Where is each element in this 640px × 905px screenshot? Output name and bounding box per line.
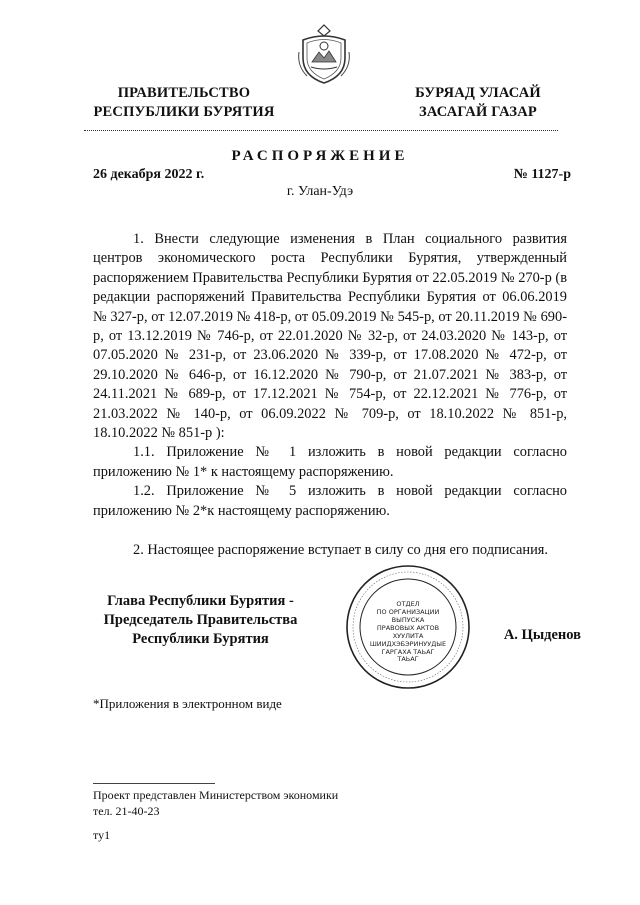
footer-prepared-by: Проект представлен Министерством экономики (93, 788, 339, 802)
position-line2: Председатель Правительства (103, 612, 298, 628)
stamp-line1: ОТДЕЛ (396, 600, 420, 608)
stamp-line5: ХУУЛИТА (392, 632, 424, 640)
header-left-line2: РЕСПУБЛИКИ БУРЯТИЯ (93, 104, 275, 120)
stamp-line2: ПО ОРГАНИЗАЦИИ (376, 608, 440, 616)
position-line3: Республики Бурятия (132, 631, 269, 647)
stamp-line6: ШИИДХЭБЭРИНУУДЫЕ (369, 640, 447, 648)
signatory-position (78, 592, 323, 649)
header-right-line2: ЗАСАГАЙ ГАЗАР (419, 104, 537, 120)
attachments-note: *Приложения в электронном виде (93, 696, 282, 711)
document-date: 26 декабря 2022 г. (93, 167, 205, 182)
stamp-line8: ТАЬАГ (397, 655, 419, 663)
footer-rule (93, 783, 215, 784)
official-stamp (343, 562, 473, 692)
header-divider (84, 130, 558, 131)
document-city: г. Улан-Удэ (286, 184, 354, 199)
paragraph-1: 1. Внести следующие изменения в План социального развития центров экономического роста Республики Бурятия, утвержденный распоряжением Правительства Республики Бурятия от 22.05.2019 № 270-р (в редакции распоряжений Правительства Республики Бурятия от 06.06.2019 № 327-р, от 12.07.2019 № 418-р, от 05.09.2019 № 545-р, от 20.11.2019 № 690-р, от 13.12.2019 № 746-р, от 22.01.2020 № 32-р, от 24.03.2020 № 143-р, от 07.05.2020 № 231-р, от 23.06.2020 № 339-р, от 17.08.2020 № 472-р, от 29.10.2020 № 646-р, от 16.12.2020 № 790-р, от 21.07.2021 № 383-р, от 24.11.2021 № 689-р, от 17.12.2021 № 754-р, от 22.12.2021 № 776-р, от 21.03.2022 № 140-р, от 06.09.2022 № 709-р, от 18.10.2022 № 851-р, 18.10.2022 № 851-р ): (93, 231, 567, 442)
footer-code: ту1 (93, 828, 111, 842)
document-body (93, 230, 567, 561)
stamp-line7: ГАРГАХА ТАЬАГ (381, 648, 435, 656)
paragraph-2: 2. Настоящее распоряжение вступает в силу со дня его подписания. (133, 542, 548, 559)
header-right-line1: БУРЯАД УЛАСАЙ (415, 85, 541, 101)
header-left-line1: ПРАВИТЕЛЬСТВО (117, 85, 251, 101)
stamp-line4: ПРАВОВЫХ АКТОВ (376, 624, 440, 632)
position-line1: Глава Республики Бурятия - (107, 593, 294, 609)
document-type: РАСПОРЯЖЕНИЕ (231, 148, 409, 164)
stamp-line3: ВЫПУСКА (391, 616, 425, 624)
coat-of-arms-icon (295, 22, 353, 86)
document-number: № 1127-р (513, 167, 571, 182)
paragraph-1-2: 1.2. Приложение № 5 изложить в новой редакции согласно приложению № 2*к настоящему распоряжению. (93, 483, 567, 519)
header-right (398, 84, 558, 122)
header-left (84, 84, 284, 122)
footer-phone: тел. 21-40-23 (93, 804, 160, 818)
signatory-name: А. Цыденов (503, 627, 581, 643)
paragraph-1-1: 1.1. Приложение № 1 изложить в новой редакции согласно приложению № 1* к настоящему распоряжению. (93, 444, 567, 480)
